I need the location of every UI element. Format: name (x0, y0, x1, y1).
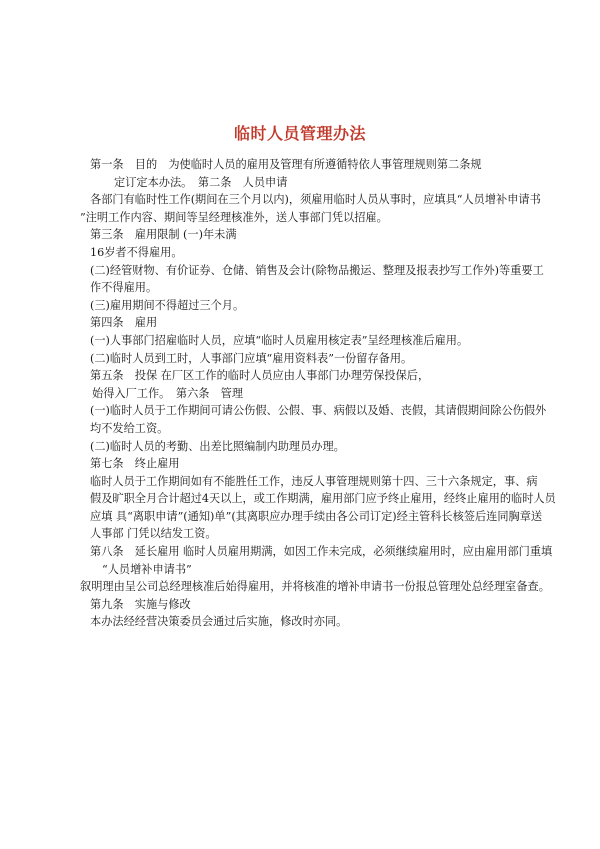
article-3-item-2-line-1: (二)经管财物、有价证券、仓储、销售及会计(除物品搬运、整理及报表抄写工作外)等重要工 (90, 263, 544, 277)
article-7-line-4: 人事部 门凭以结发工资。 (90, 527, 217, 541)
article-7-line-3: 应填 具“离职申请”(通知)单”(其离职应办理手续由各公司订定)经主管科长核签后连同胸章送 (90, 509, 543, 523)
article-8-line-2: “人员增补申请书” (102, 562, 192, 576)
article-6-item-1-line-2: 均不发给工资。 (90, 421, 169, 435)
article-3-item-2-line-2: 作不得雇用。 (90, 281, 158, 295)
document-body (80, 156, 556, 631)
article-8-line-1: 第八条 延长雇用 临时人员雇用期满，如因工作未完成，必须继续雇用时，应由雇用部门重填 (90, 545, 553, 559)
article-4-item-1: (一)人事部门招雇临时人员，应填“临时人员雇用核定表”呈经理核准后雇用。 (90, 333, 469, 347)
article-7-heading: 第七条 终止雇用 (90, 457, 180, 471)
article-2-line-1: 各部门有临时性工作(期间在三个月以内)，须雇用临时人员从事时，应填具“人员增补申请书 (90, 193, 541, 207)
article-6-item-1-line-1: (一)临时人员于工作期间可请公伤假、公假、事、病假以及婚、丧假，其请假期间除公伤假外 (90, 404, 547, 418)
article-3-item-1: 16岁者不得雇用。 (90, 245, 183, 259)
article-5-line-2: 始得入厂工作。 第六条 管理 (92, 386, 244, 400)
article-2-line-2: ”注明工作内容、期间等呈经理核准外，送人事部门凭以招雇。 (80, 210, 388, 224)
article-9-heading: 第九条 实施与修改 (90, 597, 191, 611)
article-7-line-1: 临时人员于工作期间如有不能胜任工作，违反人事管理规则第十四、三十六条规定，事、病 (90, 474, 538, 488)
article-6-item-2: (二)临时人员的考勤、出差比照编制内助理员办理。 (90, 439, 345, 453)
article-8-line-3: 叙明理由呈公司总经理核准后始得雇用，并将核准的增补申请书一份报总管理处总经理室备查。 (80, 580, 550, 594)
article-5-line-1: 第五条 投保 在厂区工作的临时人员应由人事部门办理劳保投保后， (90, 369, 430, 383)
article-3-item-3: (三)雇用期间不得超过三个月。 (90, 298, 245, 312)
article-9-line-1: 本办法经经营决策委员会通过后实施，修改时亦同。 (90, 615, 348, 629)
article-1-line-1: 第一条 目的 为使临时人员的雇用及管理有所遵循特依人事管理规则第二条规 (90, 158, 482, 171)
article-3-heading: 第三条 雇用限制 (一)年未满 (90, 228, 237, 242)
article-7-line-2: 假及旷职全月合计超过4天以上，或工作期满，雇用部门应予终止雇用，经终止雇用的临时人员 (90, 492, 556, 506)
document-title: 临时人员管理办法 (233, 124, 366, 143)
article-4-heading: 第四条 雇用 (90, 316, 158, 330)
article-4-item-2: (二)临时人员到工时，人事部门应填“雇用资料表”一份留存备用。 (90, 351, 413, 365)
article-1-line-2: 定订定本办法。 第二条 人员申请 (114, 175, 288, 189)
